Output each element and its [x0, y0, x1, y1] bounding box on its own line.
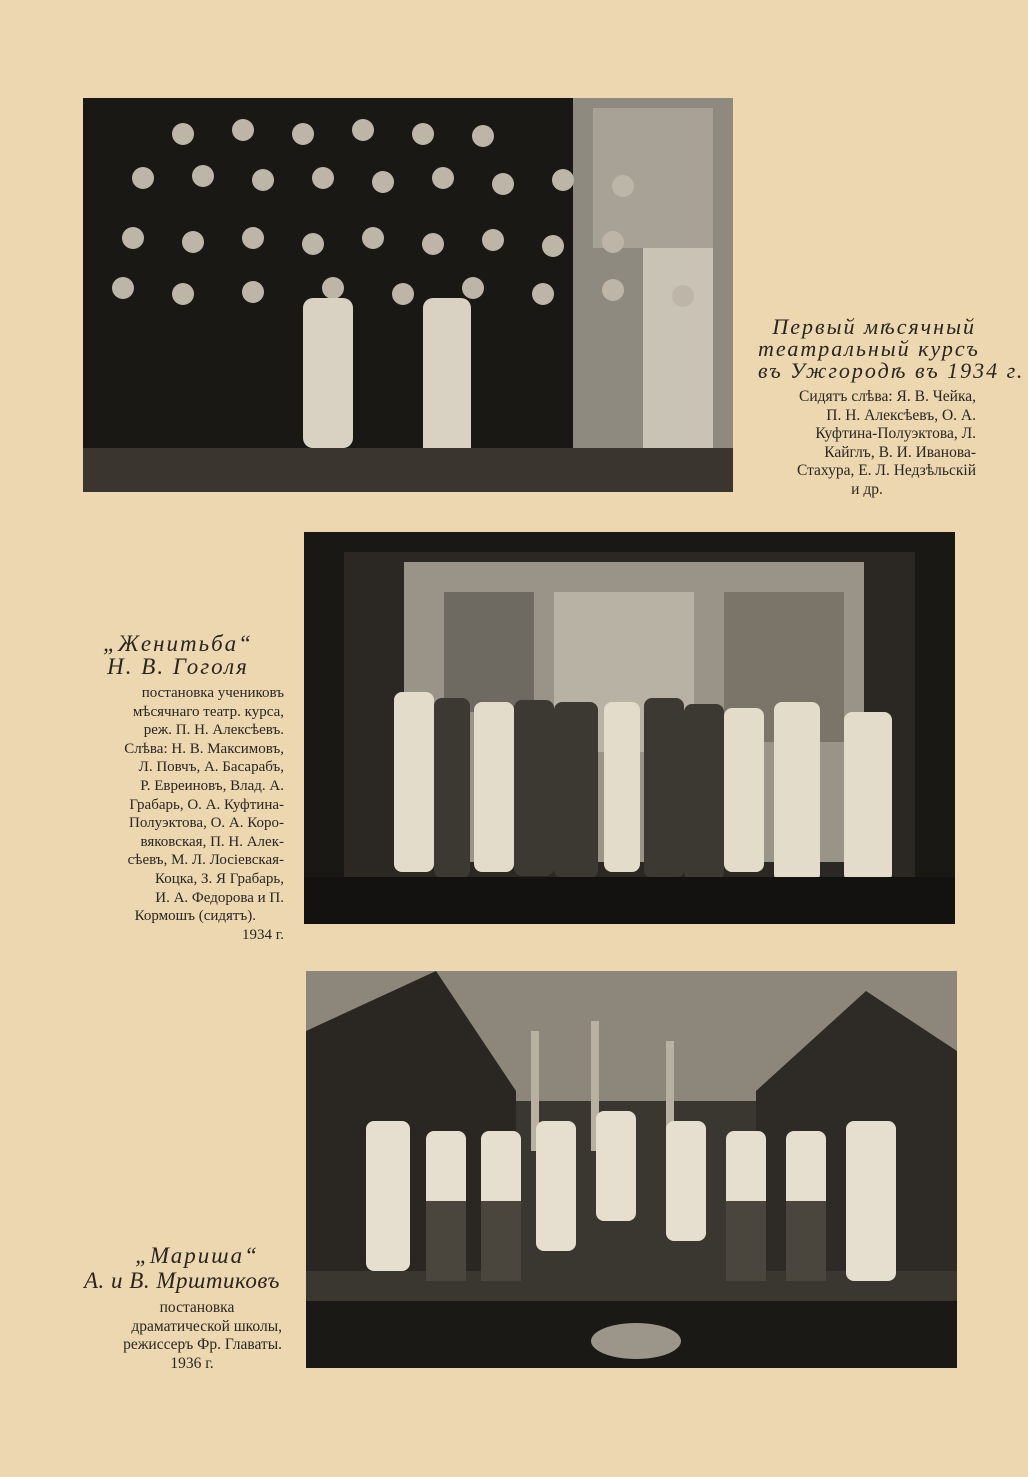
caption-photo3-body: [82, 1299, 282, 1373]
caption-photo1-body-line: Стахура, Е. Л. Недзѣльскій: [796, 462, 976, 480]
caption-photo2-body-line: реж. П. Н. Алексѣевъ.: [143, 722, 284, 739]
caption-photo3-body-line: режиссеръ Фр. Главаты.: [123, 1336, 282, 1354]
caption-photo2-body-line: 1934 г.: [242, 926, 284, 943]
photo-zhenitba-stage-image: [304, 532, 955, 924]
caption-photo1-body-line: Куфтина-Полуэктова, Л.: [815, 425, 976, 443]
photo-marisha-stage-image: [306, 971, 957, 1368]
caption-photo2-body-line: сѣевъ, М. Л. Лосіевская-: [127, 852, 284, 869]
caption-photo2: [72, 632, 284, 944]
caption-photo1-title-line: Первый мѣсячный: [772, 314, 976, 339]
caption-photo2-title: [72, 632, 284, 678]
caption-photo2-body-line: Грабарь, О. А. Куфтина-: [129, 796, 284, 813]
photo-theatre-course-group-image: [83, 98, 733, 492]
caption-photo1-title-line: театральный курсъ: [758, 336, 980, 361]
caption-photo1-body-line: П. Н. Алексѣевъ, О. А.: [826, 406, 976, 424]
caption-photo3-title-line: „Мариша“: [135, 1243, 259, 1268]
caption-photo2-body-line: постановка учениковъ: [141, 685, 284, 701]
caption-photo2-body-line: И. А. Федорова и П.: [155, 889, 284, 906]
photo-marisha-stage: [306, 971, 957, 1368]
caption-photo2-title-line: „Женитьба“: [103, 631, 253, 656]
caption-photo3-body-line: драматической школы,: [131, 1317, 282, 1335]
caption-photo2-body-line: Л. Повчъ, А. Басарабъ,: [138, 759, 284, 776]
caption-photo3-body-line: 1936 г.: [170, 1354, 214, 1372]
caption-photo2-body-line: Полуэктова, О. А. Коро-: [129, 815, 284, 832]
caption-photo1: [758, 314, 1025, 500]
caption-photo1-body-line: и др.: [851, 480, 883, 498]
caption-photo2-body-line: Кормошъ (сидятъ).: [134, 908, 256, 925]
caption-photo1-body-line: Сидятъ слѣва: Я. В. Чейка,: [799, 388, 976, 405]
caption-photo3: [82, 1243, 282, 1373]
caption-photo2-body-line: Коцка, З. Я Грабарь,: [154, 870, 284, 887]
caption-photo1-body-line: Кайглъ, В. И. Иванова-: [824, 443, 976, 461]
caption-photo2-body-line: вяковская, П. Н. Алек-: [140, 833, 284, 850]
caption-photo2-body-line: Слѣва: Н. В. Максимовъ,: [124, 740, 284, 757]
caption-photo3-title-line: А. и В. Мрштиковъ: [84, 1268, 280, 1293]
caption-photo2-body-line: Р. Евреиновъ, Влад. А.: [140, 777, 284, 794]
caption-photo3-body-line: постановка: [159, 1299, 235, 1316]
caption-photo2-body: [72, 684, 284, 944]
caption-photo1-body: [758, 388, 976, 500]
caption-photo3-title: [82, 1243, 282, 1293]
caption-photo1-title-line: въ Ужгородѣ въ 1934 г.: [758, 358, 1025, 383]
caption-photo1-title: [758, 314, 1025, 383]
photo-theatre-course-group: [83, 98, 733, 492]
photo-zhenitba-stage: [304, 532, 955, 924]
caption-photo2-body-line: мѣсячнаго театр. курса,: [132, 703, 284, 720]
caption-photo2-title-line: Н. В. Гоголя: [107, 654, 249, 679]
